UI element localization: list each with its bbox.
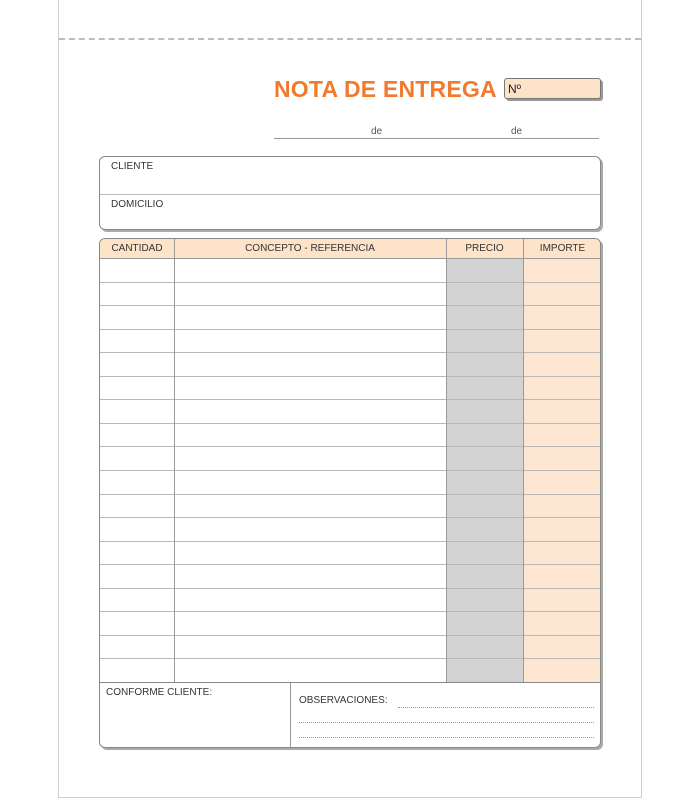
items-table [99, 238, 601, 748]
table-row-line [100, 376, 600, 377]
address-label: DOMICILIO [111, 199, 164, 210]
table-row-line [100, 329, 600, 330]
table-row-line [100, 611, 600, 612]
table-row-line [100, 470, 600, 471]
column-divider-3 [523, 239, 524, 682]
table-row-line [100, 352, 600, 353]
table-row-line [100, 399, 600, 400]
client-box [99, 156, 601, 230]
table-row-line [100, 446, 600, 447]
column-divider-1 [174, 239, 175, 682]
table-row-line [100, 588, 600, 589]
number-label: Nº [508, 82, 522, 96]
observations-line-1[interactable] [398, 707, 594, 708]
client-label: CLIENTE [111, 161, 154, 172]
table-row-line [100, 541, 600, 542]
approval-label: CONFORME CLIENTE: [106, 687, 213, 698]
observations-line-3[interactable] [299, 737, 594, 738]
header-price: PRECIO [465, 243, 504, 254]
header-concept: CONCEPTO - REFERENCIA [245, 243, 375, 254]
header-quantity: CANTIDAD [111, 243, 163, 254]
table-header [100, 239, 600, 259]
table-row-line [100, 517, 600, 518]
table-row-line [100, 423, 600, 424]
column-divider-2 [446, 239, 447, 682]
table-row-line [100, 658, 600, 659]
observations-label: OBSERVACIONES: [299, 695, 388, 706]
client-divider [100, 194, 600, 195]
perforation-line [59, 38, 641, 40]
date-separator-1: de [371, 126, 383, 137]
number-field[interactable] [504, 78, 601, 99]
form-title: NOTA DE ENTREGA [274, 76, 497, 102]
header-amount: IMPORTE [539, 243, 586, 254]
delivery-note-form [58, 0, 642, 798]
table-row-line [100, 635, 600, 636]
table-row-line [100, 305, 600, 306]
date-separator-2: de [511, 126, 523, 137]
footer-divider [290, 683, 291, 748]
table-row-line [100, 282, 600, 283]
footer-section [100, 682, 600, 747]
date-line[interactable] [274, 138, 599, 139]
table-row-line [100, 494, 600, 495]
observations-line-2[interactable] [299, 722, 594, 723]
table-row-line [100, 564, 600, 565]
